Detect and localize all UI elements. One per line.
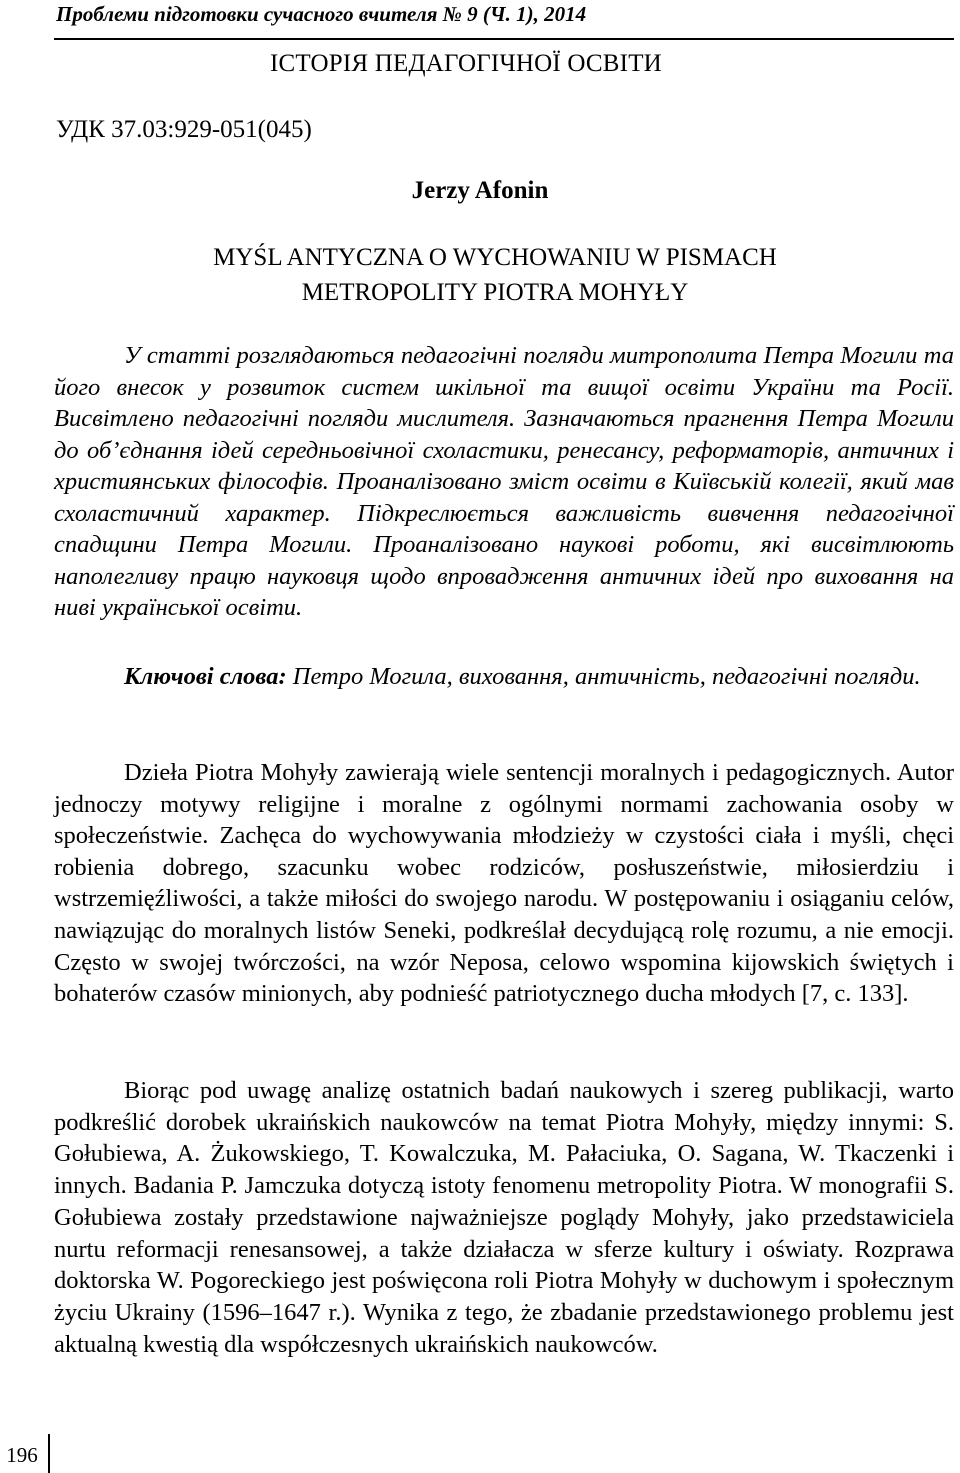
paragraph-2-text: Biorąc pod uwagę analizę ostatnich badań naukowych i szereg publikacji, warto podkreślić dorobek ukraińskich naukowców na temat Piotra Mohyły, między innymi: S. Gołubiewa, A. Żukowskiego, T. Kowalczuka, M. Pałaciuka, O. Sagana, W. Tkaczenki i innych. Badania P. Jamczuka dotyczą istoty fenomenu metropolity Piotra. W monografii S. Gołubiewa zostały przedstawione najważniejsze poglądy Mohyły, jako przedstawiciela nurtu reformacji renesansowej, a także działacza w sferze kultury i oświaty. Rozprawa doktorska W. Pogoreckiego jest poświęcona roli Piotra Mohyły w duchowym i społecznym życiu Ukrainy (1596–1647 r.). Wynika z tego, że zbadanie przedstawionego problemu jest aktualną kwestią dla współczesnych ukraińskich naukowców.: [54, 1077, 954, 1358]
body-paragraph-2: [54, 1075, 954, 1360]
abstract-text: У статті розглядаються педагогічні погляди митрополита Петра Могили та його внесок у розвиток систем шкільної та вищої освіти України та Росії. Висвітлено педагогічні погляди мислителя. Зазначаються прагнення Петра Могили до об’єднання ідей середньовічної схоластики, ренесансу, реформаторів, античних і християнських філософів. Проаналізовано зміст освіти в Київській колегії, який мав схоластичний характер. Підкреслюється важливість вивчення педагогічної спадщини Петра Могили. Проаналізовано наукові роботи, які висвітлюють наполегливу працю науковця щодо впровадження античних ідей про виховання на ниві української освіти.: [54, 342, 954, 621]
journal-header: Проблеми підготовки сучасного вчителя № 9 (Ч. 1), 2014: [56, 2, 587, 26]
page-number: 196: [6, 1443, 38, 1467]
author-name: Jerzy Afonin: [411, 177, 549, 204]
header-rule: [54, 38, 954, 40]
keywords: [54, 661, 954, 693]
title-line-1: MYŚL ANTYCZNA O WYCHOWANIU W PISMACH: [213, 244, 777, 271]
section-heading: ІСТОРІЯ ПЕДАГОГІЧНОЇ ОСВІТИ: [270, 50, 662, 77]
keywords-text: Петро Могила, виховання, античність, педагогічні погляди.: [286, 663, 921, 690]
body-paragraph-1: [54, 757, 954, 1010]
title-line-2: METROPOLITY PIOTRA MOHYŁY: [301, 279, 689, 306]
keywords-label: Ключові слова:: [124, 663, 287, 690]
paragraph-1-text: Dzieła Piotra Mohyły zawierają wiele sentencji moralnych i pedagogicznych. Autor jednoczy motywy religijne i moralne z ogólnymi normami zachowania osoby w społeczeństwie. Zachęca do wychowywania młodzieży w czystości ciała i myśli, chęci robienia dobrego, szacunku wobec rodziców, posłuszeństwie, miłosierdziu i wstrzemięźliwości, a także miłości do swojego narodu. W postępowaniu i osiąganiu celów, nawiązując do moralnych listów Seneki, podkreślał decydującą rolę rozumu, a nie emocji. Często w swojej twórczości, na wzór Neposa, celowo wspomina kijowskich świętych i bohaterów czasów minionych, aby podnieść patriotycznego ducha młodych [7, c. 133].: [54, 759, 954, 1008]
page-number-rule: [48, 1434, 50, 1473]
abstract: [54, 340, 954, 624]
udk-code: УДК 37.03:929-051(045): [56, 116, 312, 143]
article-title: [150, 240, 840, 310]
